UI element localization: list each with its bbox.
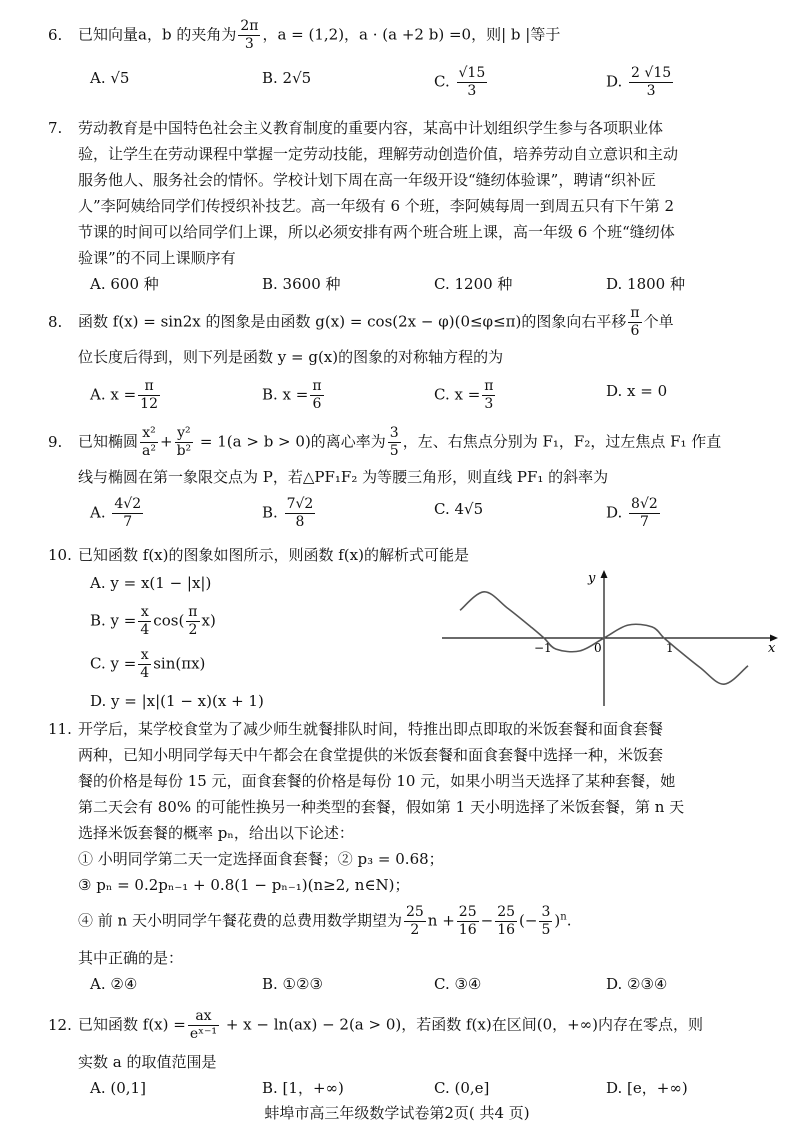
option-d: D. x = 0 xyxy=(606,382,668,400)
correct-prompt: 其中正确的是： xyxy=(78,949,184,967)
question-9: 9. 已知椭圆 $\frac{\text{x²}}{\text{a²}}$ + $\frac{\text{y²}}{\text{b²}}$ = 1(a > b > 0)的离心率为 $\frac{3}{5}$ ，左、右焦点分别为 F₁，F₂，过左焦点 F₁ 作直 线与椭圆在第一象限交点为 P，若△PF₁F₂ 为等腰三角形，则直线 PF₁ 的斜率为 A. $\frac{4√2}{7}$ B. $\frac{7√2}{8}$ C. 4√5 D. $\frac{8√2}{7}$ xyxy=(48,425,778,531)
option-d: D. $\frac{8√2}{7}$ xyxy=(606,496,658,530)
tick-label-pos1: 1 xyxy=(666,641,674,655)
option-a: A. 600 种 xyxy=(90,275,159,293)
option-b: B. 2√5 xyxy=(262,69,312,87)
option-b: B. ①②③ xyxy=(262,975,323,993)
option-a: A. y = x(1 − |x|) xyxy=(90,574,212,592)
statement-1-2: ① 小明同学第二天一定选择面食套餐；② p₃ = 0.68； xyxy=(78,850,444,868)
question-number: 7. xyxy=(48,119,63,137)
option-a: A. x = $\frac{\pi}{12}$ xyxy=(90,378,158,412)
stem-line: 实数 a 的取值范围是 xyxy=(78,1053,217,1071)
x-axis-label: x xyxy=(768,641,776,656)
question-number: 10. xyxy=(48,546,72,564)
options-row xyxy=(48,971,778,997)
page-footer: 蚌埠市高三年级数学试卷第2页( 共4 页) xyxy=(264,1104,530,1122)
option-c: C. x = $\frac{\pi}{3}$ xyxy=(434,378,494,412)
stem-line: 服务他人、服务社会的情怀。学校计划下周在高一年级开设“缝纫体验课”，聘请“织补匠 xyxy=(78,171,657,189)
option-b: B. y = $\frac{x}{4}$ cos( $\frac{\pi}{2}$ x) xyxy=(90,604,216,638)
question-number: 11. xyxy=(48,720,72,738)
option-c: C. y = $\frac{x}{4}$ sin(πx) xyxy=(90,647,206,681)
stem-line: 第二天会有 80% 的可能性换另一种类型的套餐，假如第 1 天小明选择了米饭套餐，第 n 天 xyxy=(78,798,685,816)
function-graph xyxy=(440,568,780,708)
option-b: B. 3600 种 xyxy=(262,275,341,293)
tick-label-neg1: −1 xyxy=(534,641,552,655)
statement-3: ③ pₙ = 0.2pₙ₋₁ + 0.8(1 − pₙ₋₁)(n≥2, n∈N)； xyxy=(78,876,410,894)
stem-line: 位长度后得到，则下列是函数 y = g(x)的图象的对称轴方程的为 xyxy=(78,348,504,366)
option-d: D. $\frac{2 √15}{3}$ xyxy=(606,65,672,99)
option-a: A. √5 xyxy=(90,69,130,87)
stem-line: 劳动教育是中国特色社会主义教育制度的重要内容，某高中计划组织学生参与各项职业体 xyxy=(78,119,664,137)
option-a: A. (0,1] xyxy=(90,1079,146,1097)
y-axis-label: y xyxy=(588,571,596,586)
option-c: C. $\frac{√15}{3}$ xyxy=(434,65,486,99)
question-10: 10. 已知函数 f(x)的图象如图所示，则函数 f(x)的解析式可能是 A. y = x(1 − |x|) B. y = $\frac{x}{4}$ cos( $\frac{\pi}{2}$ x) C. y = $\frac{x}{4}$ sin(πx) D. y = |x|(1 − x)(x + 1) xyxy=(48,542,448,714)
question-8: 8. 函数 f(x) = sin2x 的图象是由函数 g(x) = cos(2x − φ)(0≤φ≤π)的图象向右平移 $\frac{\pi}{6}$ 个单 位长度后得到，则下列是函数 y = g(x)的图象的对称轴方程的为 A. x = $\frac{\pi}{12}$ B. x = $\frac{\pi}{6}$ C. x = $\frac{\pi}{3}$ D. x = 0 xyxy=(48,305,778,413)
option-b: B. x = $\frac{\pi}{6}$ xyxy=(262,378,322,412)
question-number: 6. xyxy=(48,25,63,44)
stem-part-2: ，a = (1,2)，a · (a +2 b) =0，则| b |等于 xyxy=(262,25,561,44)
options-row xyxy=(48,496,778,531)
options-row xyxy=(48,65,778,100)
options-row xyxy=(48,378,778,413)
option-d: D. [e，+∞) xyxy=(606,1079,688,1097)
stem-line: 节课的时间可以给同学们上课，所以必须安排有两个班合班上课，高一年级 6 个班“缝纫体 xyxy=(78,223,675,241)
question-12: 12. 已知函数 f(x) = $\frac{ax}{\text{eˣ⁻¹}}$ + x − ln(ax) − 2(a > 0)，若函数 f(x)在区间(0，+∞)内存在零点，则 实数 a 的取值范围是 A. (0,1] B. [1，+∞) C. (0,e] D. [e，+∞) xyxy=(48,1008,778,1101)
option-b: B. $\frac{7√2}{8}$ xyxy=(262,496,314,530)
stem-part-1: 已知向量a，b 的夹角为 xyxy=(78,25,237,44)
stem-line: 两种，已知小明同学每天中午都会在食堂提供的米饭套餐和面食套餐中选择一种，米饭套 xyxy=(78,746,664,764)
stem-line: 人”李阿姨给同学们传授织补技艺。高一年级有 6 个班，李阿姨每周一到周五只有下午第 2 xyxy=(78,197,675,215)
option-d: D. ②③④ xyxy=(606,975,668,993)
y-axis-arrow xyxy=(601,570,608,578)
option-d: D. y = |x|(1 − x)(x + 1) xyxy=(90,692,264,710)
stem-line: 验课”的不同上课顺序有 xyxy=(78,249,236,267)
question-7 xyxy=(48,115,778,297)
eccentricity-fraction: $\frac{3}{5}$ xyxy=(389,425,399,459)
question-number: 9. xyxy=(48,432,63,451)
option-a: A. ②④ xyxy=(90,975,138,993)
stem-line: 验，让学生在劳动课程中掌握一定劳动技能，理解劳动创造价值，培养劳动自立意识和主动 xyxy=(78,145,679,163)
stem-line: 餐的价格是每份 15 元，面食套餐的价格是每份 10 元，如果小明当天选择了某种套餐，她 xyxy=(78,772,676,790)
option-a: A. $\frac{4√2}{7}$ xyxy=(90,496,142,530)
option-c: C. 1200 种 xyxy=(434,275,513,293)
origin-label: 0 xyxy=(594,641,602,655)
question-11: 11. 开学后，某学校食堂为了减少师生就餐排队时间，特推出即点即取的米饭套餐和面食套餐 两种，已知小明同学每天中午都会在食堂提供的米饭套餐和面食套餐中选择一种，米饭套 餐的价格是每份 15 元，面食套餐的价格是每份 10 元，如果小明当天选择了某种套餐，她 第二天会有 80% 的可能性换另一种类型的套餐，假如第 1 天小明选择了米饭套餐，第 n 天 选择米饭套餐的概率 pₙ，给出以下论述： ① 小明同学第二天一定选择面食套餐；② p₃ = 0.68； ③ pₙ = 0.2pₙ₋₁ + 0.8(1 − pₙ₋₁)(n≥2, n∈N)； ④ 前 n 天小明同学午餐花费的总费用数学期望为 $\frac{25}{2}$ n + $\frac{25}{16}$ − $\frac{25}{16}$ (− $\frac{3}{5}$ )$^n$. 其中正确的是： A. ②④ B. ①②③ C. ③④ D. ②③④ xyxy=(48,716,778,997)
option-c: C. ③④ xyxy=(434,975,482,993)
option-c: C. 4√5 xyxy=(434,500,484,518)
option-c: C. (0,e] xyxy=(434,1079,490,1097)
question-number: 8. xyxy=(48,312,63,331)
shift-fraction: $\frac{\pi}{6}$ xyxy=(630,305,640,339)
question-number: 12. xyxy=(48,1015,72,1034)
stem-line: 选择米饭套餐的概率 pₙ，给出以下论述： xyxy=(78,824,354,842)
option-b: B. [1，+∞) xyxy=(262,1079,344,1097)
option-d: D. 1800 种 xyxy=(606,275,685,293)
angle-fraction: $\frac{2\pi}{3}$ xyxy=(240,18,259,52)
question-6 xyxy=(48,18,778,100)
options-row xyxy=(48,271,778,297)
stem-line: 线与椭圆在第一象限交点为 P，若△PF₁F₂ 为等腰三角形，则直线 PF₁ 的斜率为 xyxy=(78,468,609,486)
statement-4: ④ 前 n 天小明同学午餐花费的总费用数学期望为 $\frac{25}{2}$ n + $\frac{25}{16}$ − $\frac{25}{16}$ (− $\frac{3}{5}$ )$^n$. xyxy=(78,904,572,938)
options-row xyxy=(48,1075,778,1101)
